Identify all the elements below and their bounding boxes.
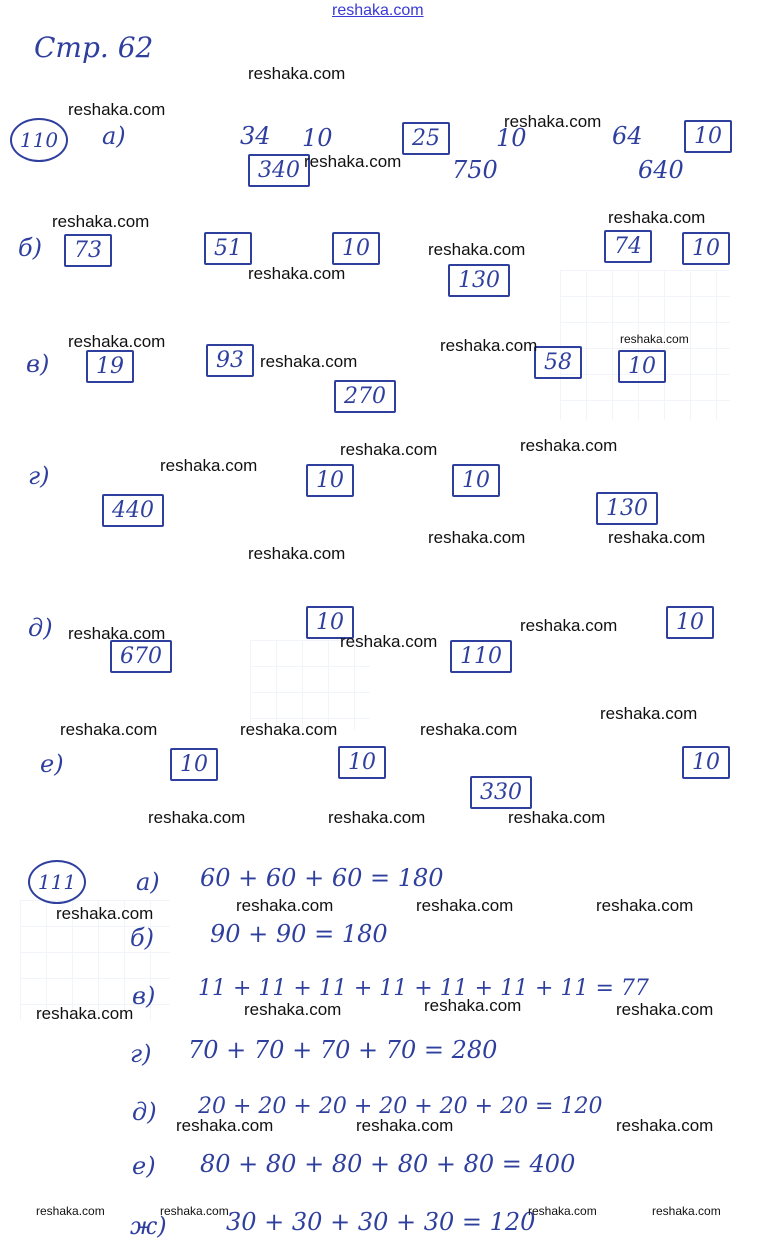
ex111-row-expr: 80 + 80 + 80 + 80 + 80 = 400: [200, 1150, 576, 1178]
ex110-v-box5: 270: [334, 380, 396, 413]
background-grid: [250, 640, 370, 730]
watermark: reshaka.com: [608, 208, 706, 227]
site-header-link[interactable]: reshaka.com: [332, 2, 424, 19]
ex111-row-expr: 70 + 70 + 70 + 70 = 280: [188, 1036, 498, 1064]
ex110-a-label: а): [102, 122, 126, 150]
ex111-row-expr: 11 + 11 + 11 + 11 + 11 + 11 + 11 = 77: [198, 976, 649, 1001]
ex110-g-box1: 10: [306, 464, 354, 497]
watermark: reshaka.com: [416, 896, 514, 915]
ex110-v-label: в): [26, 350, 50, 378]
ex110-g-box2: 10: [452, 464, 500, 497]
watermark: reshaka.com: [616, 1000, 714, 1019]
watermark: reshaka.com: [520, 616, 618, 635]
watermark: reshaka.com: [528, 1204, 597, 1218]
watermark: reshaka.com: [240, 720, 338, 739]
ex110-a-result2: 750: [452, 156, 498, 184]
watermark: reshaka.com: [340, 440, 438, 459]
watermark: reshaka.com: [304, 152, 402, 171]
watermark: reshaka.com: [600, 704, 698, 723]
ex110-d-label: д): [28, 614, 53, 642]
ex111-row-expr: 30 + 30 + 30 + 30 = 120: [226, 1208, 536, 1236]
ex111-row-expr: 60 + 60 + 60 = 180: [200, 864, 444, 892]
watermark: reshaka.com: [428, 240, 526, 259]
watermark: reshaka.com: [616, 1116, 714, 1135]
watermark: reshaka.com: [176, 1116, 274, 1135]
ex110-v-box4: 10: [618, 350, 666, 383]
ex110-g-label: г): [28, 462, 50, 490]
ex111-row-label: б): [130, 924, 155, 952]
ex111-row-label: в): [132, 982, 156, 1010]
watermark: reshaka.com: [328, 808, 426, 827]
ex110-a-result3: 640: [638, 156, 684, 184]
ex110-a-box2: 10: [684, 120, 732, 153]
watermark: reshaka.com: [68, 624, 166, 643]
watermark: reshaka.com: [504, 112, 602, 131]
watermark: reshaka.com: [596, 896, 694, 915]
ex110-d-box2: 10: [666, 606, 714, 639]
watermark: reshaka.com: [428, 528, 526, 547]
watermark: reshaka.com: [440, 336, 538, 355]
ex110-e-box3: 10: [682, 746, 730, 779]
ex110-b-label: б): [18, 234, 43, 262]
ex110-b-box5: 10: [682, 232, 730, 265]
watermark: reshaka.com: [236, 896, 334, 915]
watermark: reshaka.com: [52, 212, 150, 231]
ex110-d-box1: 10: [306, 606, 354, 639]
watermark: reshaka.com: [60, 720, 158, 739]
watermark: reshaka.com: [608, 528, 706, 547]
ex111-row-expr: 20 + 20 + 20 + 20 + 20 + 20 = 120: [198, 1094, 603, 1119]
exercise-110-number: 110: [10, 118, 68, 162]
ex110-a-num2: 10: [302, 124, 333, 152]
ex110-g-box4: 130: [596, 492, 658, 525]
ex111-row-label: ж): [130, 1212, 167, 1240]
ex110-v-box1: 19: [86, 350, 134, 383]
watermark: reshaka.com: [420, 720, 518, 739]
ex111-row-expr: 90 + 90 = 180: [210, 920, 388, 948]
ex110-b-box3: 10: [332, 232, 380, 265]
watermark: reshaka.com: [260, 352, 358, 371]
watermark: reshaka.com: [248, 264, 346, 283]
watermark: reshaka.com: [356, 1116, 454, 1135]
ex110-e-label: е): [40, 750, 64, 778]
watermark: reshaka.com: [160, 1204, 229, 1218]
ex111-row-label: д): [132, 1098, 157, 1126]
ex110-e-box1: 10: [170, 748, 218, 781]
watermark: reshaka.com: [160, 456, 258, 475]
watermark: reshaka.com: [340, 632, 438, 651]
ex110-a-box1: 25: [402, 122, 450, 155]
ex110-d-box4: 110: [450, 640, 512, 673]
ex110-v-box3: 58: [534, 346, 582, 379]
ex110-a-num1: 34: [240, 122, 271, 150]
watermark: reshaka.com: [424, 996, 522, 1015]
watermark: reshaka.com: [248, 544, 346, 563]
ex110-a-num4: 64: [612, 122, 643, 150]
ex110-d-box3: 670: [110, 640, 172, 673]
ex110-e-box2: 10: [338, 746, 386, 779]
ex110-a-num3: 10: [496, 124, 527, 152]
ex111-row-label: а): [136, 868, 160, 896]
watermark: reshaka.com: [36, 1204, 105, 1218]
watermark: reshaka.com: [36, 1004, 134, 1023]
ex110-b-box4: 74: [604, 230, 652, 263]
ex110-v-box2: 93: [206, 344, 254, 377]
ex111-row-label: г): [130, 1040, 152, 1068]
watermark: reshaka.com: [68, 332, 166, 351]
ex111-row-label: е): [132, 1152, 156, 1180]
watermark: reshaka.com: [248, 64, 346, 83]
ex110-b-box2: 51: [204, 232, 252, 265]
ex110-b-box6: 130: [448, 264, 510, 297]
watermark: reshaka.com: [520, 436, 618, 455]
watermark: reshaka.com: [244, 1000, 342, 1019]
watermark: reshaka.com: [620, 332, 689, 346]
exercise-111-number: 111: [28, 860, 86, 904]
page-number: Стр. 62: [34, 31, 154, 64]
ex110-e-box4: 330: [470, 776, 532, 809]
ex110-g-box3: 440: [102, 494, 164, 527]
watermark: reshaka.com: [148, 808, 246, 827]
watermark: reshaka.com: [652, 1204, 721, 1218]
ex110-a-result1: 340: [248, 154, 310, 187]
watermark: reshaka.com: [68, 100, 166, 119]
ex110-b-box1: 73: [64, 234, 112, 267]
watermark: reshaka.com: [56, 904, 154, 923]
watermark: reshaka.com: [508, 808, 606, 827]
